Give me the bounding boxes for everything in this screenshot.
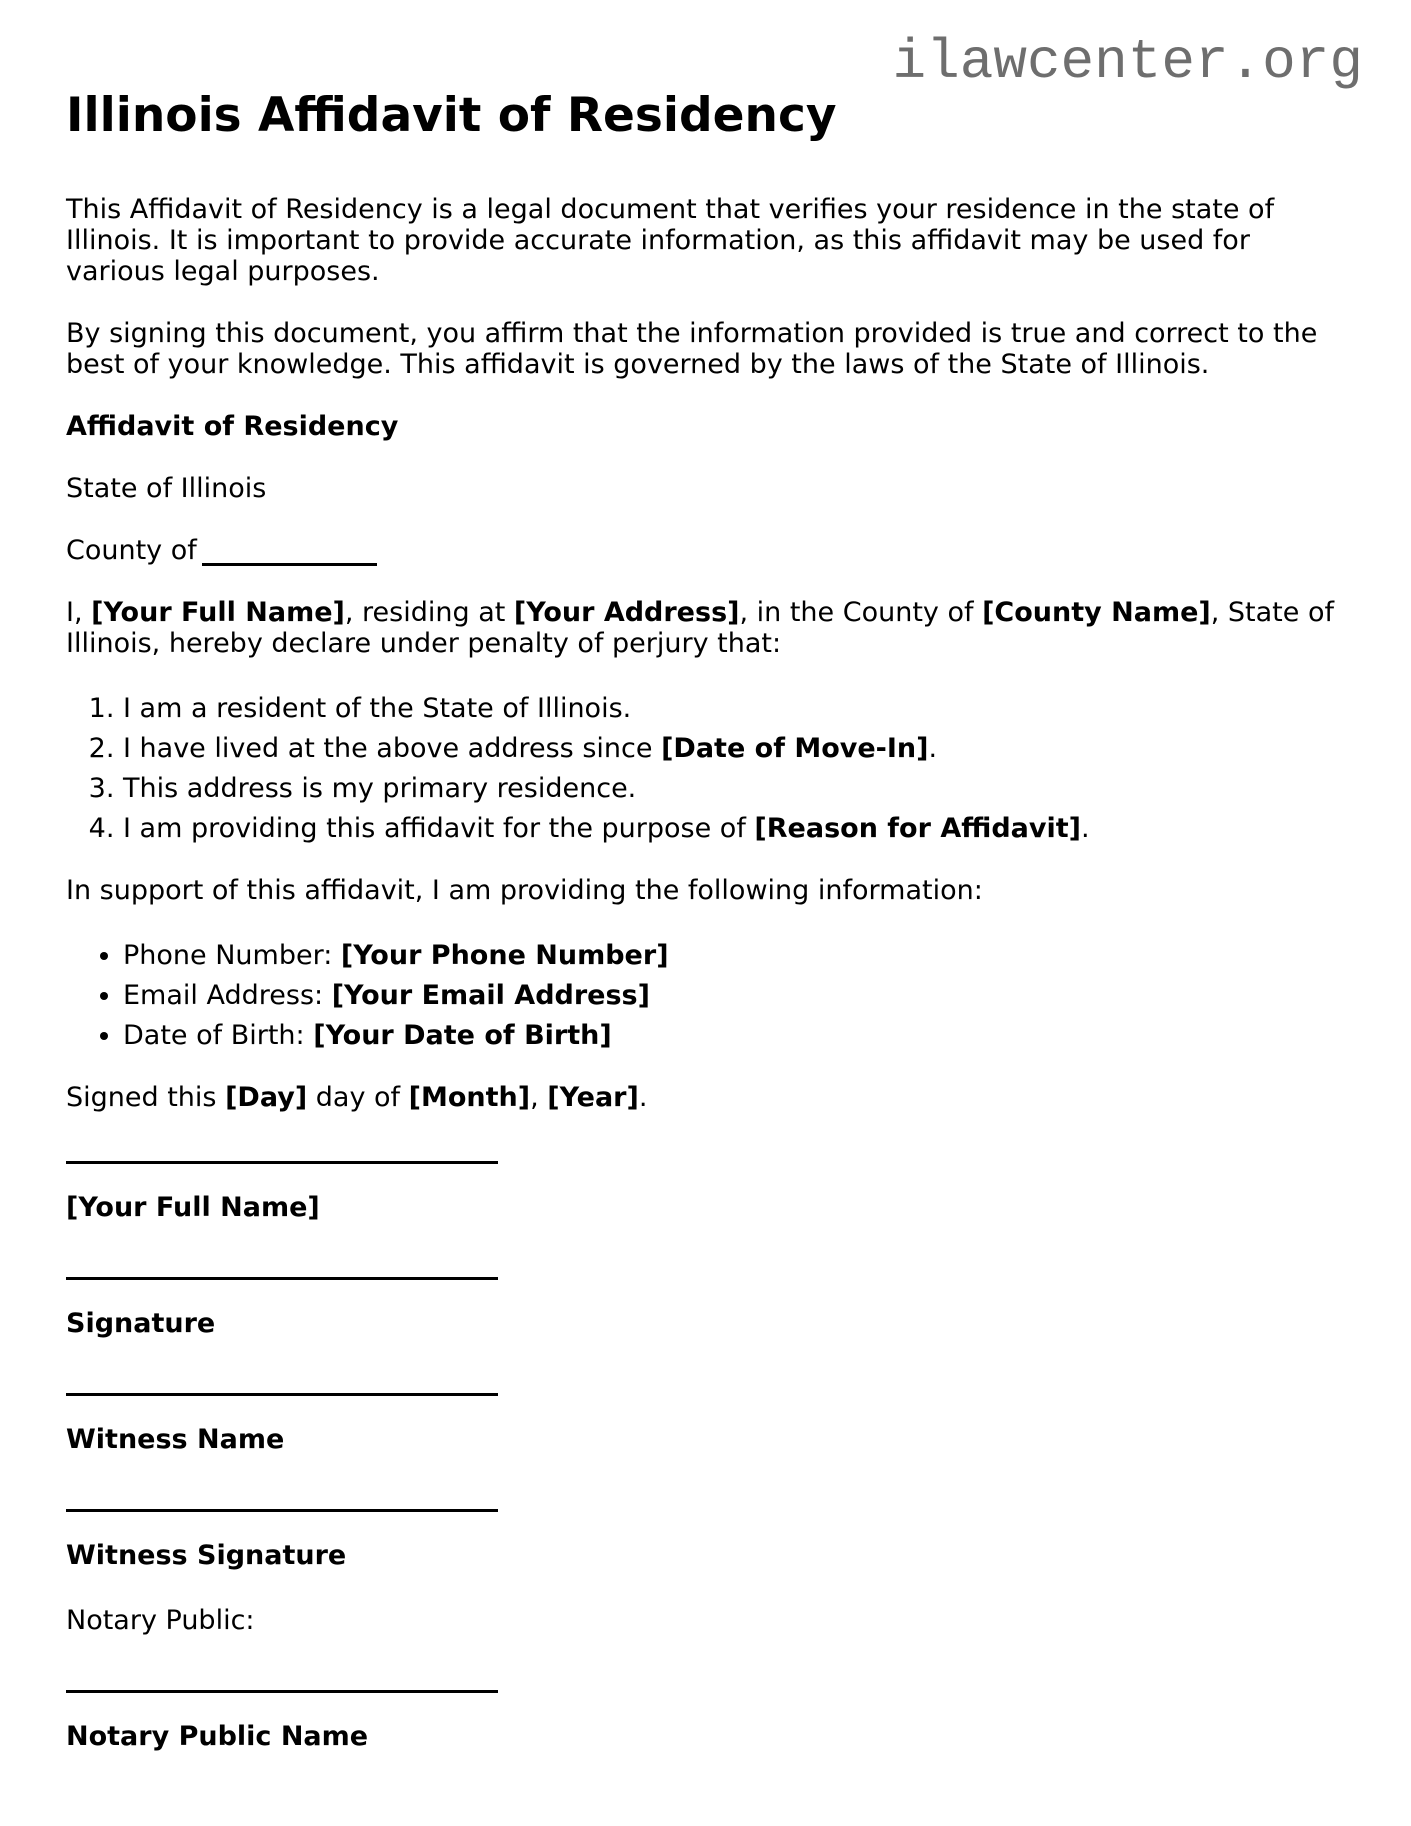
text-run: , in the County of [739,596,983,628]
signature-label: Signature [66,1307,216,1339]
signature-line [66,1277,498,1280]
list-item [123,733,1336,764]
signature-label: Witness Name [66,1423,285,1455]
support-line: In support of this affidavit, I am providing the following information: [66,874,983,906]
signature-line [66,1393,498,1396]
list-item [123,693,1336,724]
placeholder-field: [Reason for Affidavit] [754,812,1081,844]
text-run: day of [307,1081,409,1113]
text-run: Date of Birth: [123,1019,314,1051]
intro-paragraph-2: By signing this document, you affirm that the information provided is true and correct to the best of your knowledge. This affidavit is governed by the laws of the State of Illinois. [66,317,1318,380]
declaration-list [66,693,1336,844]
text-run: I am providing this affidavit for the purpose of [123,812,755,844]
info-list [66,940,1336,1051]
text-run: , residing at [344,596,514,628]
signature-area [66,1161,1336,1571]
signature-line [66,1509,498,1512]
signature-label: Witness Signature [66,1539,347,1571]
placeholder-field: [Your Phone Number] [340,939,669,971]
notary-signature-line [66,1690,498,1693]
state-line: State of Illinois [66,472,267,504]
county-label: County of [66,534,197,566]
county-line [66,535,1336,566]
placeholder-field: [County Name] [982,596,1211,628]
text-run: I am a resident of the State of Illinois. [123,692,632,724]
text-run: I have lived at the above address since [123,732,662,764]
placeholder-field: [Month] [408,1081,531,1113]
list-item [123,813,1336,844]
text-run: Email Address: [123,979,332,1011]
list-item [123,940,1336,971]
text-run: This address is my primary residence. [123,772,637,804]
list-item [123,980,1336,1011]
placeholder-field: [Year] [547,1081,639,1113]
placeholder-field: [Your Email Address] [331,979,650,1011]
text-run: Phone Number: [123,939,341,971]
section-heading: Affidavit of Residency [66,410,399,442]
text-run: , State of Illinois, hereby declare under penalty of perjury that: [66,596,1334,659]
text-run: , [530,1081,548,1113]
signature-line [66,1161,498,1164]
signed-line [66,1082,1336,1113]
placeholder-field: [Your Full Name] [91,596,345,628]
text-run: . [1080,812,1090,844]
notary-label: Notary Public: [66,1604,255,1636]
placeholder-field: [Your Date of Birth] [313,1019,612,1051]
notary-name-label: Notary Public Name [66,1720,369,1752]
text-run: Signed this [66,1081,226,1113]
text-run: I, [66,596,92,628]
declaration-paragraph [66,597,1336,659]
placeholder-field: [Date of Move-In] [661,732,929,764]
placeholder-field: [Your Address] [513,596,740,628]
county-blank-line [202,563,377,566]
list-item [123,1020,1336,1051]
text-run: . [638,1081,648,1113]
text-run: . [928,732,938,764]
intro-paragraph-1: This Affidavit of Residency is a legal document that verifies your residence in the state of Illinois. It is important to provide accurate information, as this affidavit may be used for various legal purposes. [66,193,1275,287]
site-watermark: ilawcenter.org [892,30,1363,94]
list-item [123,773,1336,804]
signature-label: [Your Full Name] [66,1191,320,1223]
page-title: Illinois Affidavit of Residency [66,88,837,143]
placeholder-field: [Day] [225,1081,308,1113]
